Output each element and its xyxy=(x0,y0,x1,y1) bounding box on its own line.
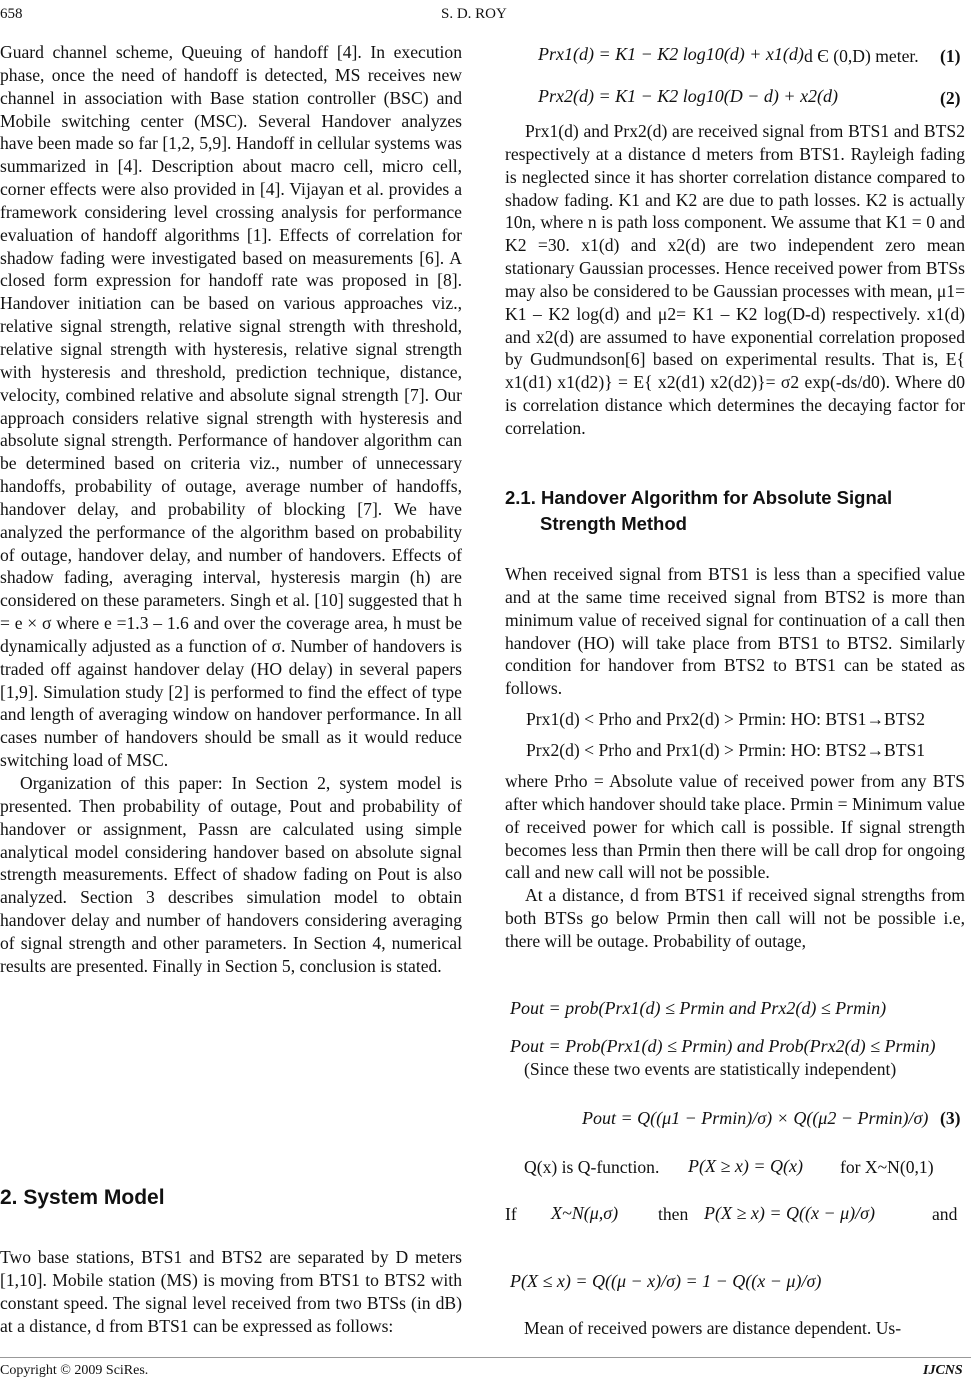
equation-1-number: (1) xyxy=(940,46,961,66)
footer-rule xyxy=(0,1357,971,1358)
left-column-bottom xyxy=(0,1246,462,1337)
equation-3: Pout = Q((μ1 − Prmin)/σ) × Q((μ2 − Prmin)/σ) xyxy=(582,1108,929,1128)
right-column xyxy=(505,120,965,440)
copyright: Copyright © 2009 SciRes. xyxy=(0,1363,149,1378)
running-head-author: S. D. ROY xyxy=(441,6,507,22)
q-function-condition: for X~N(0,1) xyxy=(840,1157,934,1177)
equation-2-number: (2) xyxy=(940,88,961,108)
paragraph: At a distance, d from BTS1 if received signal strengths from both BTSs go below Prmin then call will not be possible i.e, there will be outage. Probability of outage, xyxy=(505,885,965,951)
paragraph: where Prho = Absolute value of received power from any BTS after which handover should take place. Prmin = Minimum value of received power for which call is possible. If signal strength becomes less than Prmin then there will be call drop for ongoing call and new call will not be possible. xyxy=(505,771,965,883)
equation-3-number: (3) xyxy=(940,1108,961,1128)
page-number: 658 xyxy=(0,6,23,22)
handover-condition-2: Prx2(d) < Prho and Prx1(d) > Prmin: HO: BTS2→BTS1 xyxy=(526,740,926,760)
outage-equation-2: Pout = Prob(Prx1(d) ≤ Prmin) and Prob(Prx2(d) ≤ Prmin) xyxy=(510,1036,936,1056)
paragraph: Guard channel scheme, Queuing of handoff [4]. In execution phase, once the need of handoff is detected, MS receives new channel in association with Base station controller (BSC) and Mobile switching center (MSC). Several Handover analyzes have been made so far [1,2, 5,9]. Handoff in cellular systems was summarized in [4]. Description about macro cell, micro cell, corner effects were also provided in [4]. Vijayan et al. provides a framework considering level crossing analysis for performance evaluation of handoff algorithms [1]. Effects of correlation for shadow fading were investigated based on measurements [6]. A closed form expression for handoff rate was proposed in [8]. Handover initiation can be based on various approaches viz., relative signal strength, relative signal strength with threshold, relative signal strength with hysteresis, relative signal strength with hysteresis and threshold, prediction technique, distance, velocity, combined relative and absolute signal strength [7]. Our approach considers relative signal strength with hysteresis and absolute signal strength. Performance of handover algorithm can be determined based on criteria viz., number of unnecessary handoffs, probability of outage, average number of handoffs, handover delay, and probability of blocking [7]. We have analyzed the performance of the algorithm based on probability of outage, handover delay, and number of handovers. Effects of shadow fading, averaging interval, hysteresis margin (h) are considered on these parameters. Singh et al. [10] suggested that h = e × σ where e =1.3 – 1.6 and over the coverage area, h must be dynamically adjusted as a function of σ. Number of handovers is traded off against handover delay (HO delay) in several papers [1,9]. Simulation study [2] is performed to find the effect of type and length of averaging window on handover performance. In all cases number of handovers should be small as it would reduce switching load of MSC. xyxy=(0,42,462,771)
section-title: 2. System Model xyxy=(0,1186,165,1209)
then-equation: P(X ≥ x) = Q((x − μ)/σ) xyxy=(704,1203,876,1223)
subsection-title-line2: Strength Method xyxy=(540,513,687,534)
left-column xyxy=(0,41,462,978)
equation-2: Prx2(d) = K1 − K2 log10(D − d) + x2(d) xyxy=(538,86,839,106)
equation-1: Prx1(d) = K1 − K2 log10(d) + x1(d) xyxy=(538,44,804,64)
handover-condition-1: Prx1(d) < Prho and Prx2(d) > Prmin: HO: BTS1→BTS2 xyxy=(526,709,926,729)
q-function-text: Q(x) is Q-function. xyxy=(524,1157,660,1177)
complement-equation: P(X ≤ x) = Q((μ − x)/σ) = 1 − Q((x − μ)/σ) xyxy=(510,1271,822,1291)
paragraph-continued: Mean of received powers are distance dependent. Us- xyxy=(524,1318,902,1338)
then-text: then xyxy=(658,1204,689,1224)
equation-1-domain: d Є (0,D) meter. xyxy=(804,46,919,66)
paragraph: Two base stations, BTS1 and BTS2 are separated by D meters [1,10]. Mobile station (MS) is moving from BTS1 to BTS2 with constant speed. The signal level received from two BTSs (in dB) at a distance, d from BTS1 can be expressed as follows: xyxy=(0,1247,462,1336)
paragraph: When received signal from BTS1 is less than a specified value and at the same time received signal from BTS2 is more than minimum value of received signal for continuation of a call then handover (HO) will take place from BTS1 to BTS2. Similarly condition for handover from BTS2 to BTS1 can be stated as follows. xyxy=(505,564,965,699)
journal-name: IJCNS xyxy=(923,1363,963,1378)
if-text: If xyxy=(505,1204,517,1224)
subsection-title-line1: 2.1. Handover Algorithm for Absolute Signal xyxy=(505,487,893,508)
right-column-lower xyxy=(505,770,965,953)
if-distribution: X~N(μ,σ) xyxy=(551,1203,619,1223)
outage-equation-1: Pout = prob(Prx1(d) ≤ Prmin and Prx2(d) ≤ Prmin) xyxy=(510,998,887,1018)
q-function-equation: P(X ≥ x) = Q(x) xyxy=(688,1156,803,1176)
right-column-mid xyxy=(505,563,965,700)
paragraph: Organization of this paper: In Section 2, system model is presented. Then probability of outage, Pout and probability of handover or assignment, Passn are calculated using simple analytical model considering handover based on absolute signal strength measurements. Effect of shadow fading on Pout is also analyzed. Section 3 describes simulation model to obtain handover delay and number of handovers considering averaging of signal strength and other parameters. In Section 4, numerical results are presented. Finally in Section 5, conclusion is stated. xyxy=(0,773,462,976)
and-text: and xyxy=(932,1204,958,1224)
paragraph: Prx1(d) and Prx2(d) are received signal from BTS1 and BTS2 respectively at a distance d meters from BTS1. Rayleigh fading is neglected since it has shorter correlation distance compared to shadow fading. K1 and K2 are due to path losses. K2 is actually 10n, where n is path loss component. We assume that K1 = 0 and K2 =30. x1(d) and x2(d) are two independent zero mean stationary Gaussian processes. Hence received power from BTSs may also be considered to be Gaussian processes with mean, μ1= K1 – K2 log(d) and μ2= K1 – K2 log(D-d) respectively. x1(d) and x2(d) are assumed to have exponential correlation proposed by Gudmundson[6] based on experimental results. That is, E{ x1(d1) x1(d2)} = E{ x2(d1) x2(d2)}= σ2 exp(-ds/d0). Where d0 is correlation distance which determines the decaying factor for correlation. xyxy=(505,121,965,438)
independence-note: (Since these two events are statistically independent) xyxy=(524,1059,897,1079)
